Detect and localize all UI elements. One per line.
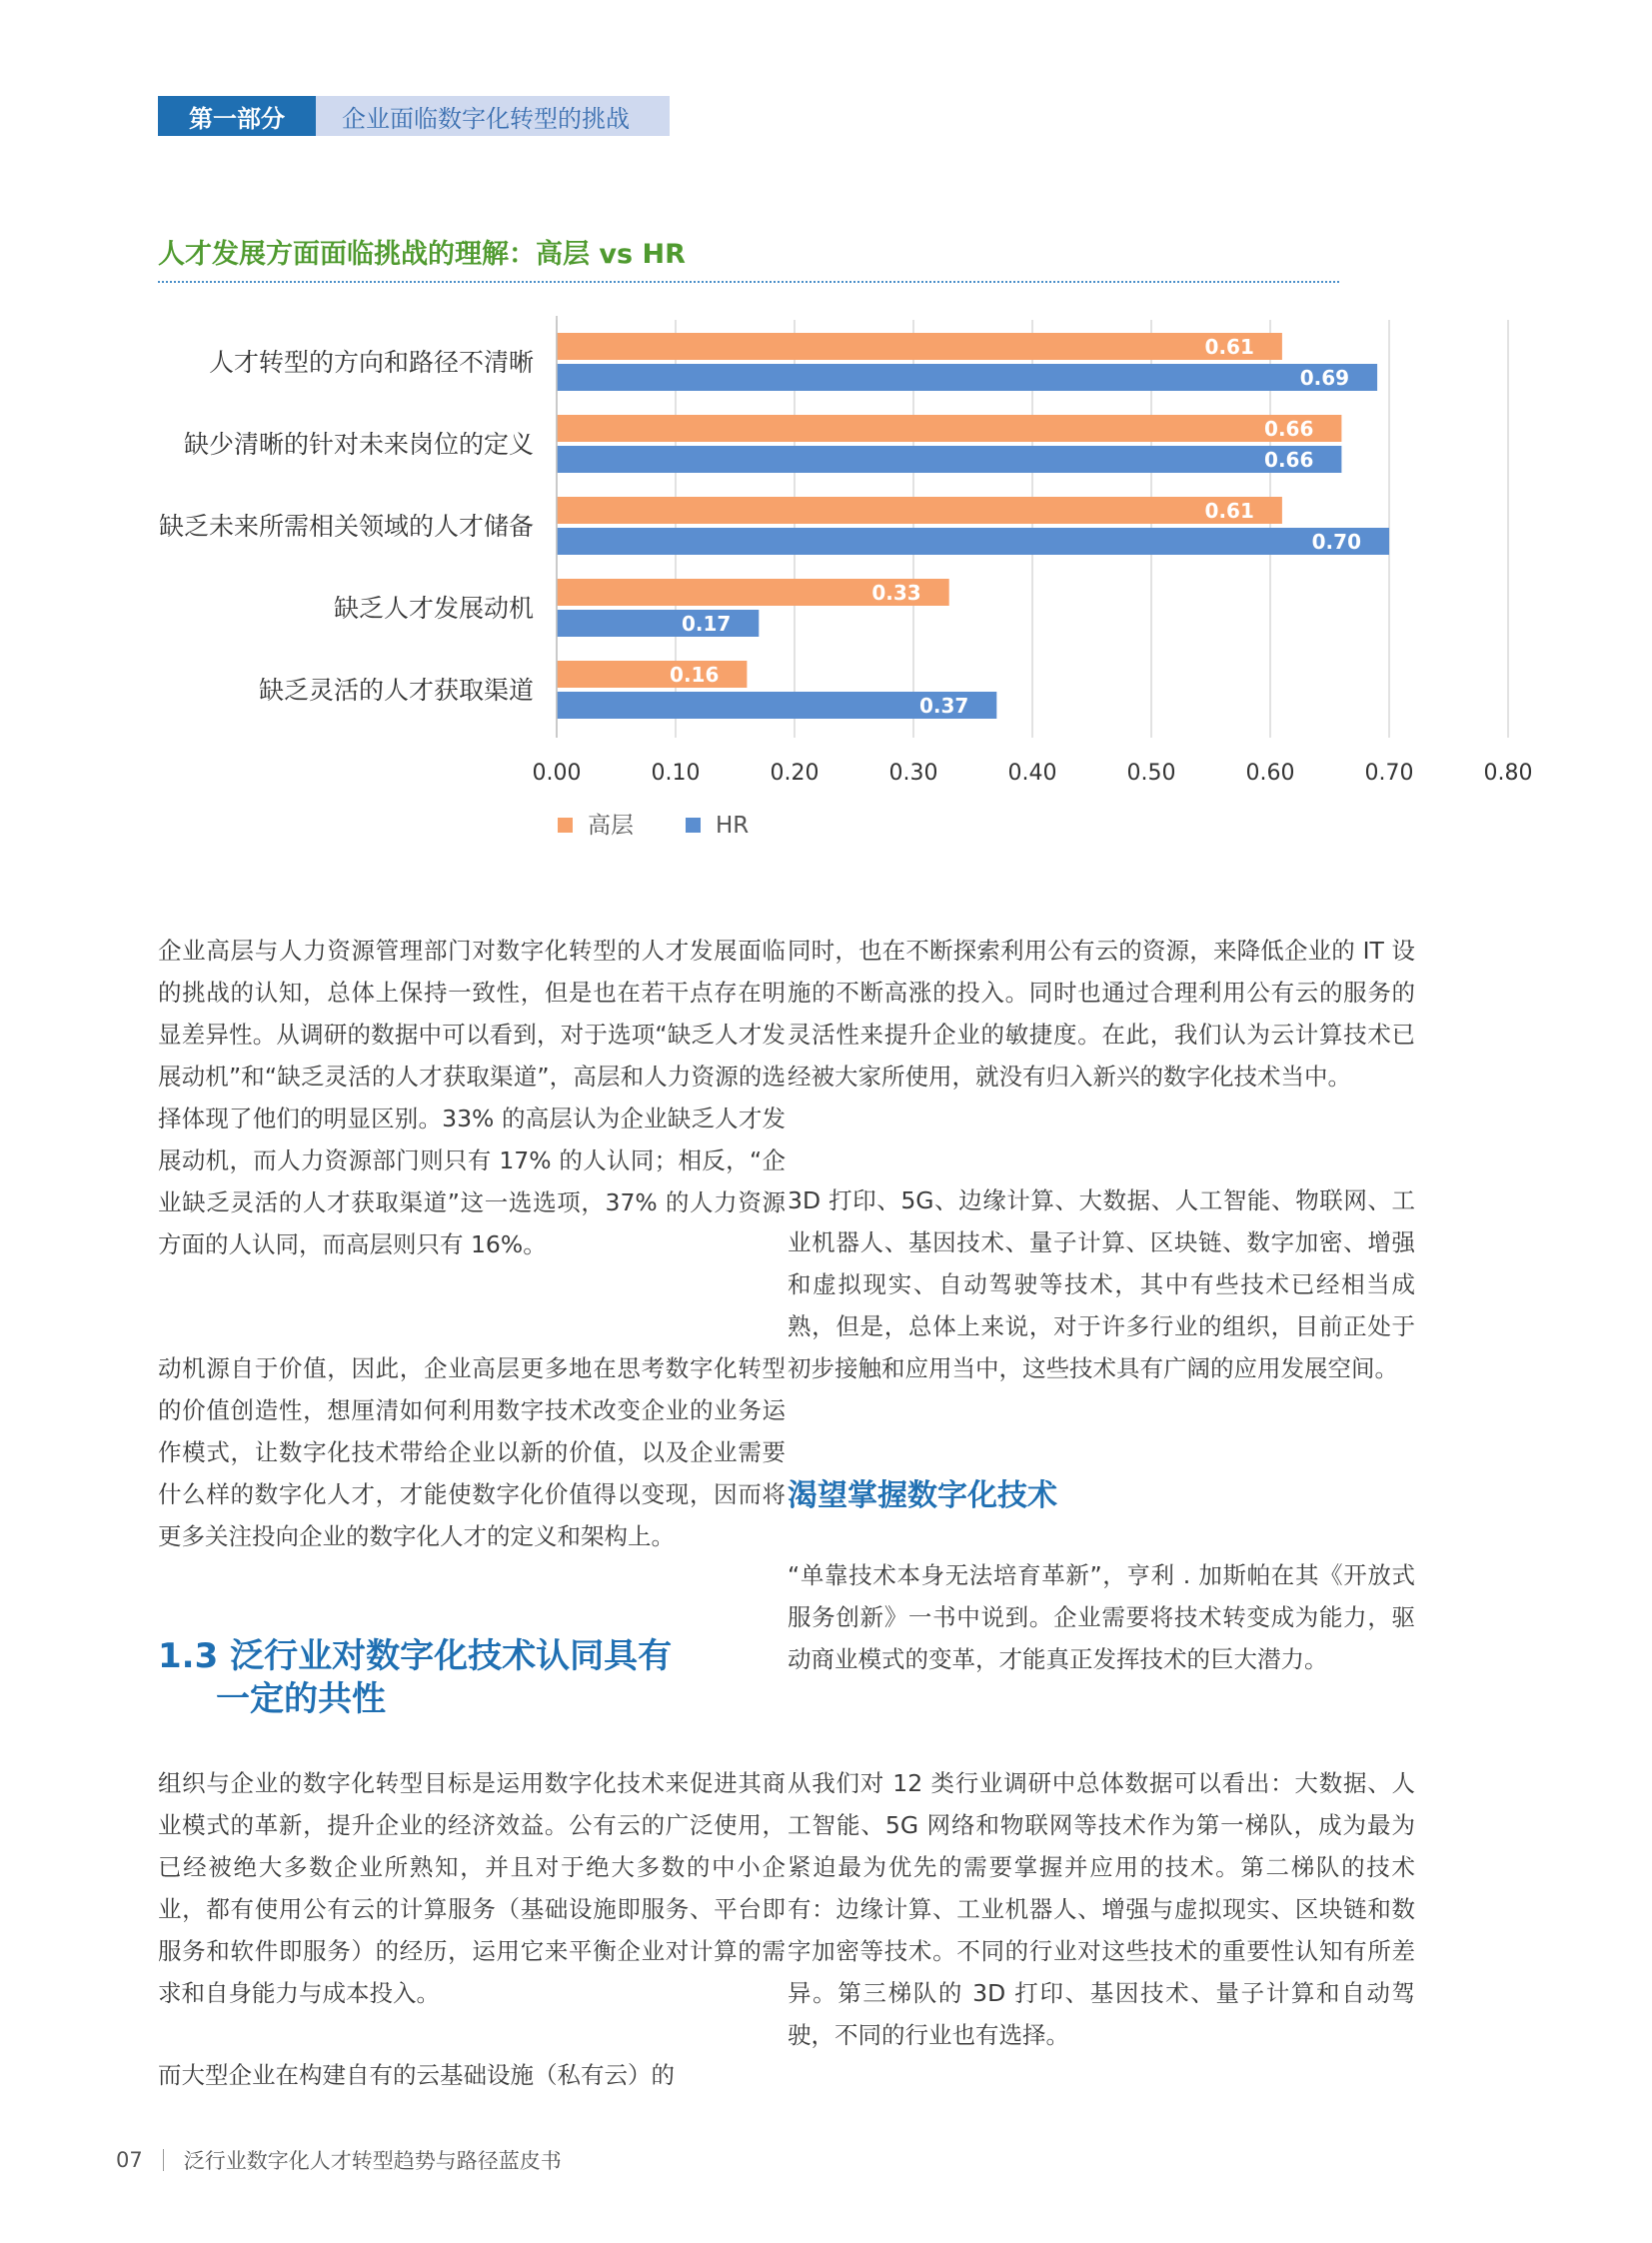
data-label: 0.33 (871, 581, 921, 605)
footer-divider (163, 2149, 164, 2171)
bar-chart (130, 300, 1533, 860)
data-label: 0.37 (918, 694, 969, 718)
paragraph: 动机源自于价值，因此，企业高层更多地在思考数字化转型的价值创造性，想厘清如何利用数字技术改变企业的业务运作模式，让数字化技术带给企业以新的价值，以及企业需要什么样的数字化人才，才能使数字化价值得以变现，因而将更多关注投向企业的数字化人才的定义和架构上。 (158, 1354, 786, 1550)
right-column-p4 (788, 1762, 1415, 2056)
x-tick-label: 0.70 (1364, 761, 1414, 786)
bar-executive (557, 497, 1282, 524)
paragraph: 企业高层与人力资源管理部门对数字化转型的人才发展面临的挑战的认知，总体上保持一致性，但是也在若干点存在明显差异性。从调研的数据中可以看到，对于选项“缺乏人才发展动机”和“缺乏灵活的人才获取渠道”，高层和人力资源的选择体现了他们的明显区别。33% 的高层认为企业缺乏人才发展动机，而人力资源部门则只有 17% 的人认同；相反，“企业缺乏灵活的人才获取渠道”这一选选项，37% 的人力资源方面的人认同，而高层则只有 16%。 (158, 937, 786, 1258)
left-column-p4 (158, 2054, 786, 2096)
category-label: 缺乏人才发展动机 (333, 594, 534, 623)
page-number: 07 (116, 2148, 143, 2172)
paragraph: 组织与企业的数字化转型目标是运用数字化技术来促进其商业模式的革新，提升企业的经济效益。公有云的广泛使用，已经被绝大多数企业所熟知，并且对于绝大多数的中小企业，都有使用公有云的计算服务（基础设施即服务、平台即服务和软件即服务）的经历，运用它来平衡企业对计算的需求和自身能力与成本投入。 (158, 1769, 786, 2007)
data-label: 0.61 (1204, 499, 1254, 523)
data-label: 0.16 (670, 663, 720, 687)
paragraph: “单靠技术本身无法培育革新”，亨利 . 加斯帕在其《开放式服务创新》一书中说到。企业需要将技术转变成为能力，驱动商业模式的变革，才能真正发挥技术的巨大潜力。 (788, 1561, 1415, 1673)
paragraph: 而大型企业在构建自有的云基础设施（私有云）的 (158, 2061, 675, 2089)
category-label: 人才转型的方向和路径不清晰 (208, 348, 534, 377)
data-label: 0.69 (1299, 366, 1350, 390)
heading-line-2: 一定的共性 (216, 1679, 386, 1719)
data-label: 0.17 (681, 612, 732, 636)
left-column (158, 930, 786, 1265)
x-tick-label: 0.30 (888, 761, 938, 786)
footer (116, 2145, 562, 2175)
chart-heading: 人才发展方面面临挑战的理解：高层 vs HR (158, 239, 686, 270)
section-banner (158, 96, 670, 136)
data-label: 0.66 (1264, 448, 1314, 472)
x-tick-label: 0.60 (1245, 761, 1295, 786)
data-label: 0.70 (1311, 530, 1361, 554)
x-tick-label: 0.00 (532, 761, 582, 786)
legend-label: 高层 (588, 813, 634, 839)
x-tick-label: 0.80 (1483, 761, 1533, 786)
chart-heading-divider (158, 281, 1339, 283)
bar-hr (557, 446, 1341, 473)
bar-hr (557, 364, 1377, 391)
data-label: 0.66 (1264, 417, 1314, 441)
category-label: 缺乏灵活的人才获取渠道 (258, 676, 534, 705)
x-tick-label: 0.50 (1126, 761, 1176, 786)
paragraph: 同时，也在不断探索利用公有云的资源，来降低企业的 IT 设施的不断高涨的投入。同时也通过合理利用公有云的服务的灵活性来提升企业的敏捷度。在此，我们认为云计算技术已经被大家所使用，就没有归入新兴的数字化技术当中。 (788, 937, 1415, 1091)
footer-doc-title: 泛行业数字化人才转型趋势与路径蓝皮书 (183, 2149, 562, 2173)
section-heading-1-3 (158, 1635, 672, 1721)
left-column-p2 (158, 1347, 786, 1557)
bar-hr (557, 528, 1389, 555)
x-tick-label: 0.20 (770, 761, 820, 786)
paragraph: 从我们对 12 类行业调研中总体数据可以看出：大数据、人工智能、5G 网络和物联网等技术作为第一梯队，成为最为紧迫最为优先的需要掌握并应用的技术。第二梯队的技术有：边缘计算、工业机器人、增强与虚拟现实、区块链和数字加密等技术。不同的行业对这些技术的重要性认知有所差异。第三梯队的 3D 打印、基因技术、量子计算和自动驾驶，不同的行业也有选择。 (788, 1769, 1415, 2049)
right-column-p2 (788, 1179, 1415, 1389)
right-column-p1 (788, 930, 1415, 1098)
section-label: 第一部分 (158, 96, 316, 136)
category-label: 缺少清晰的针对未来岗位的定义 (183, 430, 534, 459)
subheading: 渴望掌握数字化技术 (788, 1478, 1057, 1513)
section-title: 企业面临数字化转型的挑战 (316, 96, 670, 136)
bar-executive (557, 333, 1282, 360)
legend-label: HR (716, 813, 750, 839)
right-column-p3 (788, 1554, 1415, 1680)
left-column-p3 (158, 1762, 786, 2014)
data-label: 0.61 (1204, 335, 1254, 359)
x-tick-label: 0.10 (651, 761, 701, 786)
legend-swatch (558, 818, 573, 833)
legend-swatch (686, 818, 701, 833)
x-tick-label: 0.40 (1007, 761, 1057, 786)
heading-line-1: 1.3 泛行业对数字化技术认同具有 (158, 1636, 673, 1676)
category-label: 缺乏未来所需相关领域的人才储备 (158, 512, 534, 541)
bar-executive (557, 415, 1341, 442)
paragraph: 3D 打印、5G、边缘计算、大数据、人工智能、物联网、工业机器人、基因技术、量子计算、区块链、数字加密、增强和虚拟现实、自动驾驶等技术，其中有些技术已经相当成熟，但是，总体上来说，对于许多行业的组织，目前正处于初步接触和应用当中，这些技术具有广阔的应用发展空间。 (788, 1186, 1415, 1382)
